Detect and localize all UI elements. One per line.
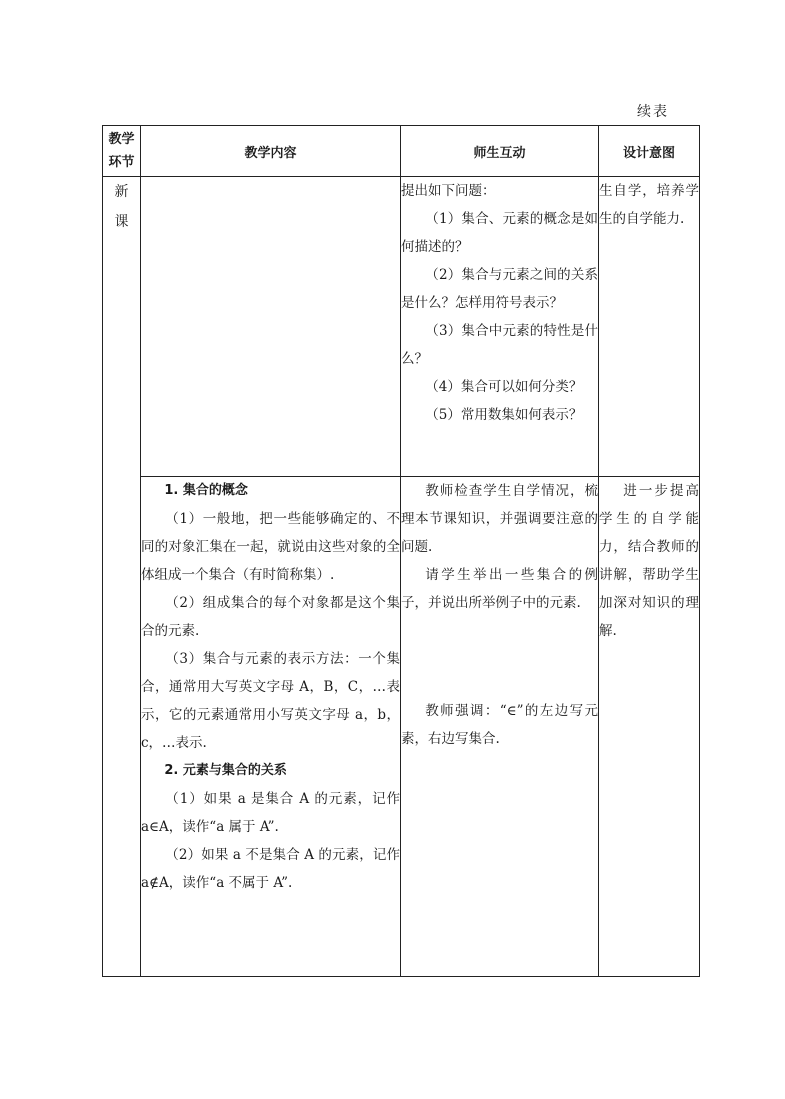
header-content: 教学内容 <box>141 126 401 177</box>
stage-cell <box>103 177 141 977</box>
question-item: （4）集合可以如何分类？ <box>425 379 583 395</box>
activity-emphasis: 教师强调：“∈”的左边写元素，右边写集合. <box>401 703 598 747</box>
concept-item: （1）一般地，把一些能够确定的、不同的对象汇集在一起，就说由这些对象的全体组成一个集合（有时简称集）. <box>141 511 400 583</box>
header-stage-line2: 环节 <box>108 155 135 170</box>
header-stage <box>103 126 141 177</box>
question-item: （5）常用数集如何表示？ <box>425 407 583 423</box>
relation-item: （1）如果 a 是集合 A 的元素，记作 a∈A，读作“a 属于 A”. <box>141 791 400 835</box>
design-cell-1 <box>599 177 700 477</box>
activity-text: 教师检查学生自学情况，梳理本节课知识，并强调要注意的问题. <box>401 483 598 555</box>
stage-char-2: 课 <box>114 214 129 230</box>
question-item: （2）集合与元素之间的关系是什么？怎样用符号表示？ <box>401 267 598 311</box>
header-design: 设计意图 <box>599 126 700 177</box>
design-cell-2 <box>599 477 700 977</box>
design-text-1: 生自学，培养学生的自学能力. <box>599 183 699 227</box>
concept-item: （3）集合与元素的表示方法：一个集合，通常用大写英文字母 A，B，C，…表示，它的元素通常用小写英文字母 a，b，c，…表示. <box>141 651 400 751</box>
question-item: （3）集合中元素的特性是什么？ <box>401 323 598 367</box>
question-item: （1）集合、元素的概念是如何描述的？ <box>401 211 598 255</box>
table-row <box>103 177 700 477</box>
header-row <box>103 126 700 177</box>
question-intro: 提出如下问题： <box>401 183 496 199</box>
continued-label: 续表 <box>637 104 669 120</box>
lesson-plan-table <box>102 125 700 977</box>
content-cell-concepts <box>141 477 401 977</box>
section-title-relation: 2. 元素与集合的关系 <box>164 763 287 778</box>
stage-char-1: 新 <box>114 184 129 200</box>
activity-text: 请学生举出一些集合的例子，并说出所举例子中的元素. <box>401 567 598 611</box>
header-stage-line1: 教学 <box>108 132 135 147</box>
relation-item: （2）如果 a 不是集合 A 的元素，记作 a∉A，读作“a 不属于 A”. <box>141 847 400 891</box>
interaction-cell-questions <box>401 177 599 477</box>
design-text-2: 进一步提高学生的自学能力，结合教师的讲解，帮助学生加深对知识的理解. <box>599 483 699 639</box>
table-row <box>103 477 700 977</box>
section-title-concept: 1. 集合的概念 <box>164 483 248 498</box>
concept-item: （2）组成集合的每个对象都是这个集合的元素. <box>141 595 400 639</box>
content-cell-empty <box>141 177 401 477</box>
interaction-cell-activities <box>401 477 599 977</box>
header-interaction: 师生互动 <box>401 126 599 177</box>
